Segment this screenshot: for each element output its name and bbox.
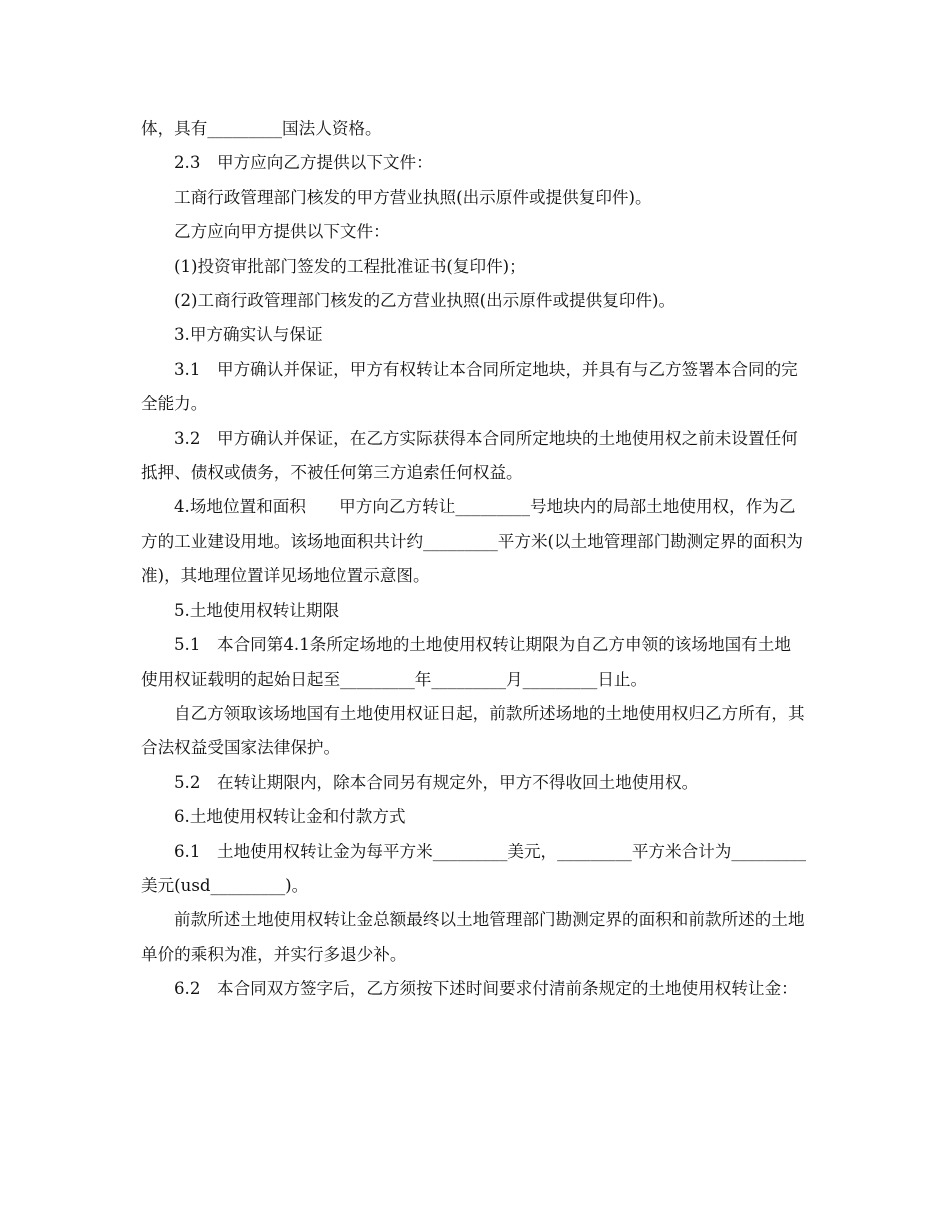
paragraph: 3.2 甲方确认并保证，在乙方实际获得本合同所定地块的土地使用权之前未设置任何抵押、债权或债务，不被任何第三方追索任何权益。: [141, 428, 798, 483]
paragraph: 4.场地位置和面积 甲方向乙方转让_________号地块内的局部土地使用权，作为乙方的工业建设用地。该场地面积共计约_________平方米(以土地管理部门勘测定界的面积为准)，其地理位置详见场地位置示意图。: [141, 497, 803, 586]
paragraph: 前款所述土地使用权转让金总额最终以土地管理部门勘测定界的面积和前款所述的土地单价的乘积为准，并实行多退少补。: [141, 910, 805, 964]
paragraph: 3.甲方确实认与保证: [174, 325, 323, 345]
paragraph: 自乙方领取该场地国有土地使用权证日起，前款所述场地的土地使用权归乙方所有，其合法权益受国家法律保护。: [141, 703, 805, 758]
paragraph: (2)工商行政管理部门核发的乙方营业执照(出示原件或提供复印件)。: [174, 291, 676, 311]
paragraph: 6.2 本合同双方签字后，乙方须按下述时间要求付清前条规定的土地使用权转让金：: [174, 979, 798, 999]
paragraph: 乙方应向甲方提供以下文件：: [174, 222, 390, 242]
paragraph: 3.1 甲方确认并保证，甲方有权转让本合同所定地块，并具有与乙方签署本合同的完全能力。: [141, 359, 798, 414]
paragraph: 6.土地使用权转让金和付款方式: [174, 807, 406, 827]
paragraph: 2.3 甲方应向乙方提供以下文件：: [174, 153, 433, 173]
paragraph: 5.土地使用权转让期限: [174, 600, 340, 620]
document-body: [141, 112, 807, 1007]
paragraph: 5.2 在转让期限内，除本合同另有规定外，甲方不得收回土地使用权。: [174, 772, 699, 792]
paragraph: 5.1 本合同第4.1条所定场地的土地使用权转让期限为自乙方申领的该场地国有土地使用权证载明的起始日起至_________年_________月_________日止。: [141, 635, 791, 689]
paragraph: 6.1 土地使用权转让金为每平方米_________美元，_________平方米合计为_________美元(usd_________)。: [141, 841, 807, 895]
paragraph: (1)投资审批部门签发的工程批准证书(复印件)；: [174, 256, 526, 276]
paragraph: 工商行政管理部门核发的甲方营业执照(出示原件或提供复印件)。: [174, 187, 652, 207]
paragraph: 体，具有_________国法人资格。: [141, 119, 382, 138]
